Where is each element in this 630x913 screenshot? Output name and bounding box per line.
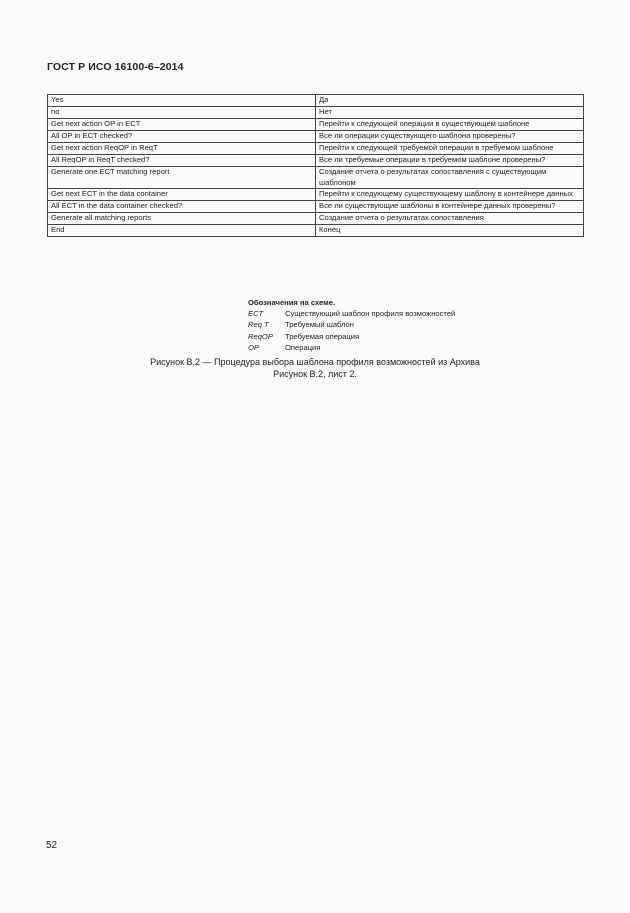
caption-line-1: Рисунок В.2 — Процедура выбора шаблона профиля возможностей из Архива (150, 357, 480, 367)
legend-item (248, 319, 455, 330)
table-row (48, 119, 584, 131)
table-cell-en: All ReqOP in ReqT checked? (48, 155, 316, 167)
table-row (48, 189, 584, 201)
legend-abbr: ECT (248, 309, 264, 319)
table-cell-ru: Все ли требуемые операции в требуемом шаблоне проверены? (316, 155, 584, 167)
legend-abbr: Req T (248, 320, 269, 330)
table-row (48, 213, 584, 225)
table-cell-en: Get next ECT in the data container (48, 189, 316, 201)
table-row (48, 155, 584, 167)
table-cell-en: End (48, 225, 316, 237)
table-cell-ru: Все ли существующие шаблоны в контейнере данных проверены? (316, 201, 584, 213)
legend-abbr: ReqOP (248, 331, 273, 341)
table-cell-en: Get next action ReqOP in ReqT (48, 143, 316, 155)
table-row (48, 95, 584, 107)
table-row (48, 131, 584, 143)
table-cell-ru: Конец (316, 225, 584, 237)
legend-item (248, 331, 455, 342)
table-cell-en: Generate one ECT matching report (48, 167, 316, 189)
legend-title: Обозначения на схеме. (248, 298, 336, 307)
table-cell-en: All ECT in the data container checked? (48, 201, 316, 213)
figure-caption (0, 356, 630, 380)
caption-line-2: Рисунок В.2, лист 2. (273, 369, 357, 379)
table-cell-ru: Создание отчета о результатах сопоставления (316, 213, 584, 225)
legend-desc: Существующий шаблон профиля возможностей (285, 309, 456, 319)
table-cell-en: no (48, 107, 316, 119)
page-number: 52 (46, 840, 58, 851)
table-cell-ru: Создание отчета о результатах сопоставления с существующим шаблоном (316, 167, 584, 189)
table-row (48, 143, 584, 155)
table-row (48, 107, 584, 119)
table-cell-ru: Да (316, 95, 584, 107)
table-cell-ru: Перейти к следующему существующему шаблону в контейнере данных (316, 189, 584, 201)
table-cell-ru: Перейти к следующей операции в существующем шаблоне (316, 119, 584, 131)
table-row (48, 225, 584, 237)
table-cell-ru: Перейти к следующей требуемой операции в требуемом шаблоне (316, 143, 584, 155)
legend-desc: Операция (285, 342, 321, 352)
table-cell-ru: Все ли операции существующего шаблона проверены? (316, 131, 584, 143)
table-cell-en: Yes (48, 95, 316, 107)
legend-item (248, 342, 455, 353)
glossary-table (47, 94, 584, 237)
document-header: ГОСТ Р ИСО 16100-6–2014 (47, 61, 184, 73)
table-cell-en: All OP in ECT checked? (48, 131, 316, 143)
legend-desc: Требуемый шаблон (285, 320, 354, 330)
table-cell-en: Generate all matching reports (48, 213, 316, 225)
legend-abbr: OP (248, 342, 259, 352)
table-cell-ru: Нет (316, 107, 584, 119)
table-cell-en: Get next action OP in ECT (48, 119, 316, 131)
legend (248, 297, 455, 353)
table-row (48, 201, 584, 213)
legend-desc: Требуемая операция (285, 331, 360, 341)
table-row (48, 167, 584, 189)
legend-item (248, 308, 455, 319)
